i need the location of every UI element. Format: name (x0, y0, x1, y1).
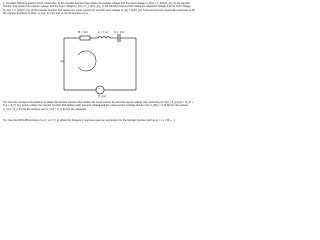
matlab-functions-link[interactable]: freqs() and tf() (39, 119, 57, 122)
svg-text:-: - (98, 90, 100, 94)
svg-text:+: + (98, 86, 101, 90)
capacitor-label: C = 1 F (114, 30, 124, 34)
resistor-label: R = 1Ω (78, 30, 88, 34)
tip-matlab (3, 119, 196, 122)
inductor-label: L = 1 H (98, 30, 108, 34)
problem-page (0, 0, 200, 133)
tip-matlab-prefix: Tip: Use the MATLAB functions (3, 119, 39, 122)
rlc-circuit-diagram (0, 0, 200, 133)
tip-matlab-suffix: to obtain the frequency response given an expression for the transfer function such as H = L s / (R + ...) (56, 119, 176, 122)
mesh-current-label: I(s) (60, 59, 65, 63)
inductor-symbol (98, 37, 110, 39)
problem-statement: 1. Consider following analog circuit. Determine: a) the transfer function that relates the resistor voltage and the input voltage H_R(s) = V_R(s)/V_i(s); b) the transfer function that relates the inductor voltage and the input voltage H_L(s) = V_L(s)/V_i(s); c) the transfer function that relates the capacitor voltage and the input voltage H_C(s) = V_C(s)/V_i(s); d) the transfer function that relates the mesh current I(s) and the input voltage H_I(s) = I(s)/V_i(s). Find and plot the magnitude responses of all the transfer functions H_R(s), H_L(s), H_C(s) and H_I(s) as functions of ω. (3, 2, 195, 16)
resistor-symbol (80, 36, 90, 40)
source-label: V_i(s) (98, 94, 106, 98)
tip-impedance: Tip: Use the concept of impedance to obtain the transfer function that relates the mesh current I(s) and the source voltage Vi(s) according to V(s) = Z_eq I(s) = (Z_R + Z_L + Z_C) I(s), and so obtain the transfer function that relates each element voltage and the mesh current (voltage divider rule) V_R(s) = Z_R I(s) for the resistor, V_L(s) = Z_L I(s) for the inductor and V_C(s) = Z_C I(s) for the capacitor. (3, 101, 194, 111)
mesh-current-arrow (78, 51, 96, 71)
